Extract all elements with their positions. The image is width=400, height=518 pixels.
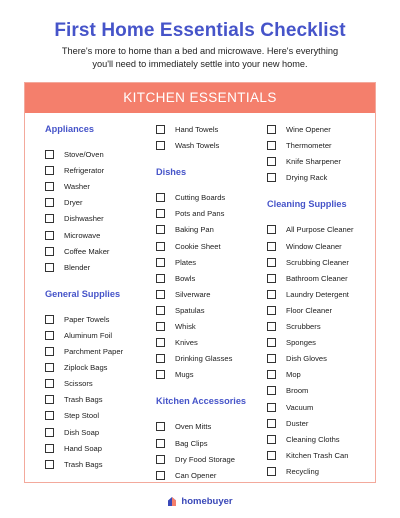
checklist-item-label: Dish Soap	[64, 427, 100, 437]
checklist-item-label: Sponges	[286, 338, 316, 348]
checklist-item-label: Plates	[175, 257, 197, 267]
checkbox[interactable]	[156, 290, 165, 299]
checkbox[interactable]	[45, 379, 54, 388]
checklist-item-label: Oven Mitts	[175, 422, 212, 432]
checklist-item-label: Broom	[286, 386, 309, 396]
section-title: Dishes	[156, 167, 187, 178]
checkbox[interactable]	[267, 386, 276, 395]
checklist-item-label: Whisk	[175, 322, 196, 331]
checklist-item-label: Scrubbers	[286, 322, 321, 331]
checkbox[interactable]	[156, 141, 165, 150]
checklist-item-label: Cleaning Cloths	[286, 434, 340, 444]
checkbox[interactable]	[45, 411, 54, 420]
section-title: Kitchen Accessories	[156, 396, 247, 407]
checkbox[interactable]	[156, 422, 165, 431]
checkbox[interactable]	[45, 150, 54, 159]
section-banner: KITCHEN ESSENTIALS	[25, 83, 375, 113]
checklist-item-label: Thermometer	[286, 141, 332, 151]
checklist-item-label: Washer	[64, 182, 90, 192]
checklist-item-label: Laundry Detergent	[286, 289, 349, 299]
checklist-item-label: Window Cleaner	[286, 241, 342, 251]
checklist-item-label: Refrigerator	[64, 166, 105, 176]
checkbox[interactable]	[45, 460, 54, 469]
checklist-item-label: Drinking Glasses	[175, 354, 233, 364]
checklist-item-label: Cookie Sheet	[175, 241, 221, 251]
checkbox[interactable]	[267, 141, 276, 150]
house-logo-icon	[167, 496, 177, 507]
checklist-item-label: Aluminum Foil	[64, 330, 113, 340]
checklist-item-label: Bathroom Cleaner	[286, 273, 348, 283]
checklist-item-label: Wine Opener	[286, 125, 331, 134]
checkbox[interactable]	[45, 214, 54, 223]
checklist-item-label: Paper Towels	[64, 314, 110, 324]
checkbox[interactable]	[156, 322, 165, 331]
footer	[0, 494, 400, 512]
checklist-item-label: Recycling	[286, 466, 319, 476]
checkbox[interactable]	[267, 435, 276, 444]
checklist-item-label: Wash Towels	[175, 141, 220, 151]
checklist-item-label: Mugs	[175, 370, 194, 380]
checklist-item-label: Bag Clips	[175, 438, 208, 448]
checkbox[interactable]	[267, 242, 276, 251]
checklist-item-label: Dry Food Storage	[175, 454, 235, 464]
checkbox[interactable]	[267, 125, 276, 134]
checkbox[interactable]	[156, 354, 165, 363]
checklist-item-label: Drying Rack	[286, 173, 328, 183]
checklist-item-label: Parchment Paper	[64, 347, 124, 356]
checkbox[interactable]	[156, 471, 165, 480]
checklist-item-label: Trash Bags	[64, 459, 103, 469]
section-title: General Supplies	[45, 288, 121, 299]
checkbox[interactable]	[45, 444, 54, 453]
checklist-item-label: Trash Bags	[64, 395, 103, 405]
checkbox[interactable]	[267, 274, 276, 283]
checkbox[interactable]	[156, 306, 165, 315]
checkbox[interactable]	[156, 338, 165, 347]
checklist-item-label: Dryer	[64, 198, 83, 208]
checkbox[interactable]	[267, 290, 276, 299]
checkbox[interactable]	[156, 370, 165, 379]
checklist-item-label: Pots and Pans	[175, 209, 225, 219]
checkbox[interactable]	[156, 193, 165, 202]
checklist-item-label: Floor Cleaner	[286, 305, 333, 315]
checklist-item-label: Step Stool	[64, 411, 100, 421]
checkbox[interactable]	[267, 225, 276, 234]
checkbox[interactable]	[156, 455, 165, 464]
checkbox[interactable]	[267, 258, 276, 267]
page-title: First Home Essentials Checklist	[54, 20, 346, 41]
checkbox[interactable]	[156, 258, 165, 267]
checkbox[interactable]	[267, 451, 276, 460]
checkbox[interactable]	[156, 439, 165, 448]
checklist-item-label: Stove/Oven	[64, 150, 104, 159]
checklist-item-label: Scrubbing Cleaner	[286, 257, 349, 267]
checklist-item-label: Ziplock Bags	[64, 363, 108, 373]
checkbox[interactable]	[267, 173, 276, 182]
checklist-item-label: Scissors	[64, 379, 93, 389]
checklist-item-label: Hand Towels	[175, 125, 219, 134]
brand-name: homebuyer	[181, 496, 233, 507]
checklist-item-label: Cutting Boards	[175, 193, 226, 203]
checkbox[interactable]	[267, 157, 276, 166]
checkbox[interactable]	[267, 322, 276, 331]
checkbox[interactable]	[45, 331, 54, 340]
checkbox[interactable]	[267, 467, 276, 476]
page-subtitle	[40, 45, 360, 70]
checkbox[interactable]	[45, 247, 54, 256]
checkbox[interactable]	[156, 242, 165, 251]
checklist-item-label: All Purpose Cleaner	[286, 225, 354, 235]
checkbox[interactable]	[156, 274, 165, 283]
checkbox[interactable]	[45, 231, 54, 240]
subtitle-line-1: There's more to home than a bed and microwave. Here's everything	[61, 46, 339, 56]
checkbox[interactable]	[267, 306, 276, 315]
checkbox[interactable]	[45, 182, 54, 191]
checklist-item-label: Bowls	[175, 273, 196, 283]
section-title: Cleaning Supplies	[267, 199, 347, 210]
checkbox[interactable]	[45, 347, 54, 356]
checklist-item-label: Mop	[286, 370, 301, 380]
checkbox[interactable]	[45, 395, 54, 404]
checklist-item-label: Coffee Maker	[64, 246, 110, 256]
checkbox[interactable]	[156, 225, 165, 234]
checklist-item-label: Kitchen Trash Can	[286, 450, 349, 460]
checklist-item-label: Dish Gloves	[286, 354, 327, 364]
brand-logo[interactable]	[167, 496, 232, 507]
section-title: Appliances	[45, 124, 95, 134]
checklist-item-label: Silverware	[175, 289, 211, 299]
checklist-item-label: Duster	[286, 418, 309, 428]
checkbox[interactable]	[156, 125, 165, 134]
checklist-item-label: Blender	[64, 262, 91, 272]
subtitle-line-2: you'll need to immediately settle into your new home.	[92, 58, 308, 69]
checklist-item-label: Spatulas	[175, 305, 205, 315]
checkbox[interactable]	[45, 363, 54, 372]
checklist-item-label: Knife Sharpener	[286, 157, 341, 167]
checkbox[interactable]	[45, 198, 54, 207]
checkbox[interactable]	[267, 419, 276, 428]
checkbox[interactable]	[267, 370, 276, 379]
checklist-item-label: Microwave	[64, 230, 101, 240]
checklist-item-label: Vacuum	[286, 402, 314, 412]
checklist-item-label: Hand Soap	[64, 443, 102, 453]
checklist-item-label: Baking Pan	[175, 225, 214, 235]
checkbox[interactable]	[156, 209, 165, 218]
checkbox[interactable]	[267, 354, 276, 363]
checkbox[interactable]	[45, 263, 54, 272]
checkbox[interactable]	[45, 166, 54, 175]
checkbox[interactable]	[267, 403, 276, 412]
checkbox[interactable]	[45, 315, 54, 324]
checklist-item-label: Dishwasher	[64, 214, 104, 224]
checkbox[interactable]	[267, 338, 276, 347]
checkbox[interactable]	[45, 428, 54, 437]
checklist-item-label: Knives	[175, 338, 198, 348]
checklist-item-label: Can Opener	[175, 470, 217, 480]
